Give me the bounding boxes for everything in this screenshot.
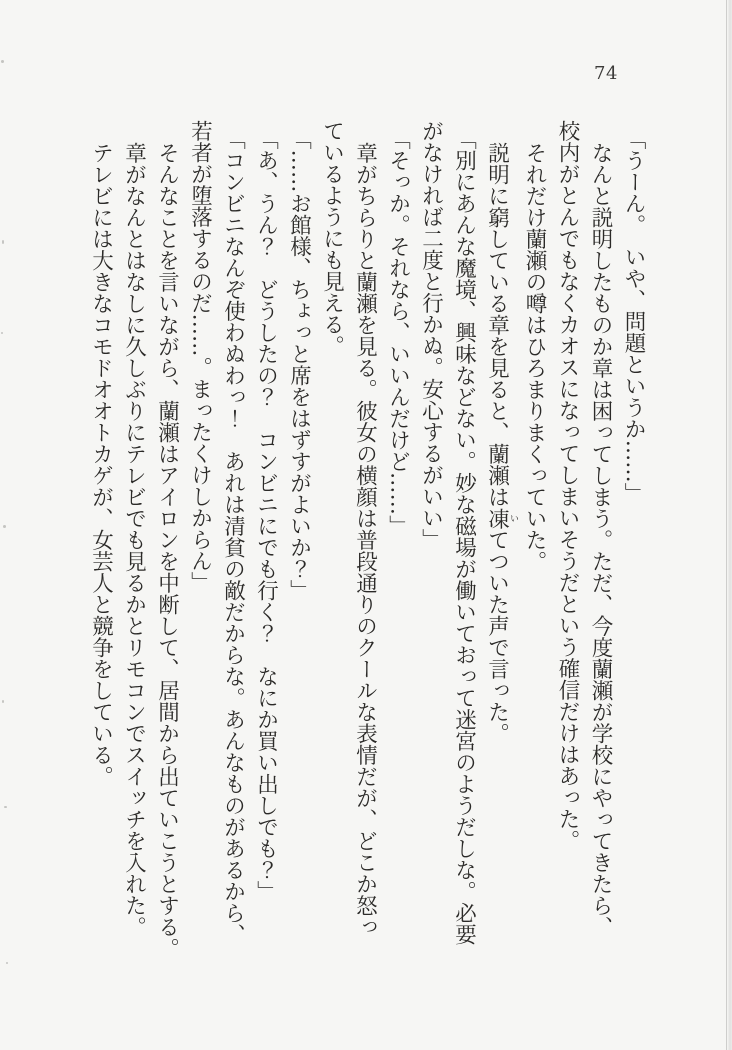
scan-artifact <box>3 525 6 528</box>
text-line-3: 校内がとんでもなくカオスになってしまいそうだという確信だけはあった。 <box>555 120 580 851</box>
text-line-12: 「あ、うん？ どうしたの？ コンビニにでも行く？ なにか買い出しでも？」 <box>253 128 279 902</box>
text-line-8: 「そっか。それなら、いいんだけど……」 <box>385 128 411 537</box>
text-line-7: がなければ二度と行かぬ。安心するがいい」 <box>418 120 444 550</box>
text-line-2: なんと説明したものか章は困ってしまう。ただ、今度蘭瀬が学校にやってきたら、 <box>588 142 613 938</box>
scan-artifact <box>4 806 7 808</box>
text-line-9: 章がちらりと蘭瀬を見る。彼女の横顔は普段通りのクールな表情だが、どこか怒っ <box>352 142 378 938</box>
text-line-1: 「うーん。 いや、問題というか……」 <box>621 128 646 505</box>
text-line-13: 「コンビニなんぞ使わぬわっ！ あれは清貧の敵だからな。あんなものがあるから、 <box>220 128 246 945</box>
scan-edge-shadow <box>726 0 732 1050</box>
scan-artifact <box>1 60 4 63</box>
text-line-10: ているようにも見える。 <box>319 120 345 357</box>
text-line-6: 「別にあんな魔境、興味などない。妙な磁場が働いておって迷宮のようだしな。必要 <box>451 128 477 945</box>
page-number: 74 <box>594 63 618 84</box>
text-line-17: テレビには大きなコモドオオトカゲが、女芸人と競争をしている。 <box>88 142 114 787</box>
furigana: 凍い <box>484 507 518 529</box>
text-line-4: それだけ蘭瀬の噂はひろまりまくっていた。 <box>522 142 547 572</box>
text-line-14: 若者が堕落するのだ……。まったくけしからん」 <box>187 120 213 593</box>
text-line-5: 説明に窮している章を見ると、蘭瀬は凍いてついた声で言った。 <box>484 142 518 744</box>
text-block <box>85 120 651 965</box>
scan-artifact <box>6 962 8 964</box>
scan-artifact <box>1 332 3 334</box>
text-line-15: そんなことを言いながら、蘭瀬はアイロンを中断して、居間から出ていこうとする。 <box>154 142 180 959</box>
text-line-16: 章がなんとはなしに久しぶりにテレビでも見るかとリモコンでスイッチを入れた。 <box>121 142 147 938</box>
scan-artifact <box>2 700 4 703</box>
text-line-11: 「……お館様、ちょっと席をはずすがよいか？」 <box>286 128 312 601</box>
scan-artifact <box>2 240 4 244</box>
